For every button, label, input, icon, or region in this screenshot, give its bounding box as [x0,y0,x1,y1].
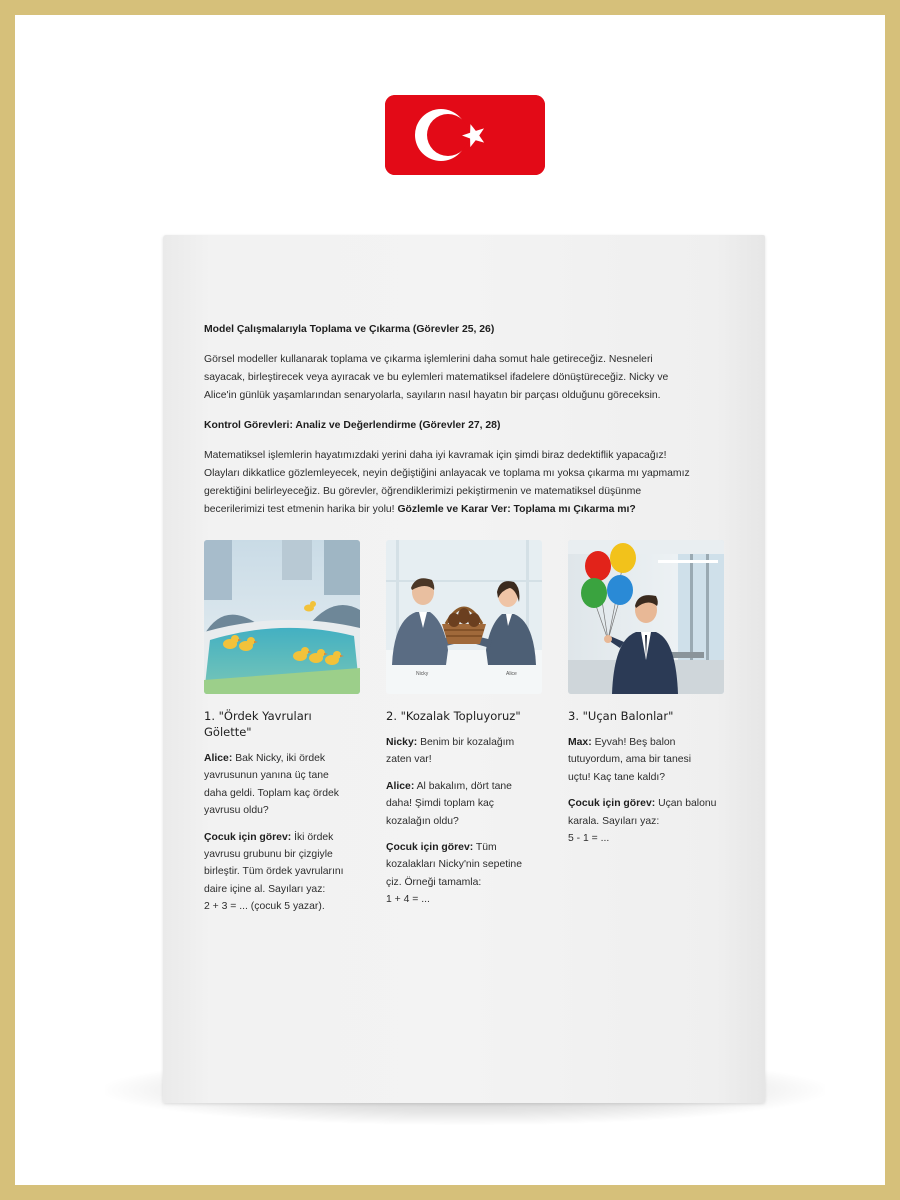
task-text: İki ördek [294,831,334,843]
worksheet-content [204,321,729,531]
card-task [568,795,724,847]
task-card-balloons [568,540,724,856]
speech-text: yavrusu oldu? [204,805,269,817]
card-title: 3. "Uçan Balonlar" [568,709,674,723]
paragraph-line: Alice'in günlük yaşamlarından senaryolarla, sayıların nasıl hayatın bir parçası olduğunu göreceksin. [204,390,661,401]
paragraph-control [204,447,729,519]
card-task [386,839,542,909]
balloons-illustration [568,540,724,694]
image-label-nicky: Nicky [416,671,429,677]
pinecone-basket-illustration [386,540,542,694]
speech-text: yavrusunun yanına üç tane [204,770,329,782]
paragraph-line: Görsel modeller kullanarak toplama ve çıkarma işlemlerini daha somut hale getireceğiz. Nesneleri [204,354,653,365]
speech-text: Eyvah! Beş balon [594,737,676,748]
turkey-flag-icon [385,95,545,175]
speech-text: Al bakalım, dört tane [416,780,512,792]
card-dialogue [386,734,542,769]
paragraph-line: gerektiğini belirleyeceğiz. Bu görevler, öğrendiklerimizi pekiştirmenin ve matematiksel düşünme [204,486,642,497]
task-text: 1 + 4 = ... [386,894,430,906]
paragraph-text: becerilerimizi test etmenin harika bir yolu! [204,504,395,515]
task-text: karala. Sayıları yaz: [568,815,660,827]
speaker-name: Max: [568,737,592,748]
paragraph-line: Olayları dikkatlice gözlemleyecek, neyin değiştiğini anlayacak ve toplama mı yoksa çıkarma mı yapmamız [204,468,690,479]
paragraph-bold: Gözlemle ve Karar Ver: Toplama mı Çıkarma mı? [397,504,636,515]
speech-text: kozalağın oldu? [386,815,459,827]
speaker-name: Nicky: [386,737,418,748]
task-card-ducklings [204,540,360,925]
paragraph-line: Matematiksel işlemlerin hayatımızdaki yerini daha iyi kavramak için şimdi biraz dedektiflik yapacağız! [204,450,667,461]
task-text: Uçan balonu [658,798,717,810]
paragraph-line: sayacak, birleştirecek veya ayıracak ve bu eylemleri matematiksel ifadelere dönüştüreceğiz. Nicky ve [204,372,669,383]
ducklings-pond-illustration [204,540,360,694]
speech-text: daha geldi. Toplam kaç ördek [204,787,339,799]
task-text: 2 + 3 = ... (çocuk 5 yazar). [204,901,325,913]
paragraph-line [204,501,729,519]
speech-text: Bak Nicky, iki ördek [235,753,326,764]
task-text: kozalakları Nicky'nin sepetine [386,859,522,871]
section-heading-control: Kontrol Görevleri: Analiz ve Değerlendirme (Görevler 27, 28) [204,420,501,431]
task-label: Çocuk için görev: [204,831,292,843]
task-label: Çocuk için görev: [568,798,656,810]
task-text: 5 - 1 = ... [568,833,610,845]
task-text: birleştir. Tüm ördek yavrularını [204,866,344,878]
paragraph-models [204,351,729,405]
task-text: daire içine al. Sayıları yaz: [204,883,326,895]
task-card-pinecones [386,540,542,918]
section-heading-models: Model Çalışmalarıyla Toplama ve Çıkarma (Görevler 25, 26) [204,324,495,335]
speech-text: daha! Şimdi toplam kaç [386,798,495,810]
task-cards [204,540,724,920]
image-label-alice: Alice [506,671,517,677]
task-label: Çocuk için görev: [386,842,474,854]
speech-text: uçtu! Kaç tane kaldı? [568,771,666,783]
speaker-name: Alice: [204,753,233,764]
card-dialogue-2 [386,778,542,830]
speech-text: Benim bir kozalağım [420,737,515,748]
speech-text: tutuyordum, ama bir tanesi [568,754,692,766]
task-text: çiz. Örneği tamamla: [386,876,482,888]
card-task [204,829,360,916]
poster-frame [15,15,885,1185]
card-title: 2. "Kozalak Topluyoruz" [386,709,521,723]
speaker-name: Alice: [386,780,415,792]
card-dialogue [204,750,360,820]
speech-text: zaten var! [386,754,432,766]
card-dialogue [568,734,724,786]
task-text: yavrusu grubunu bir çizgiyle [204,849,333,861]
worksheet-page [163,235,765,1103]
card-title: 1. "Ördek Yavruları Gölette" [204,709,312,739]
task-text: Tüm [475,842,497,854]
